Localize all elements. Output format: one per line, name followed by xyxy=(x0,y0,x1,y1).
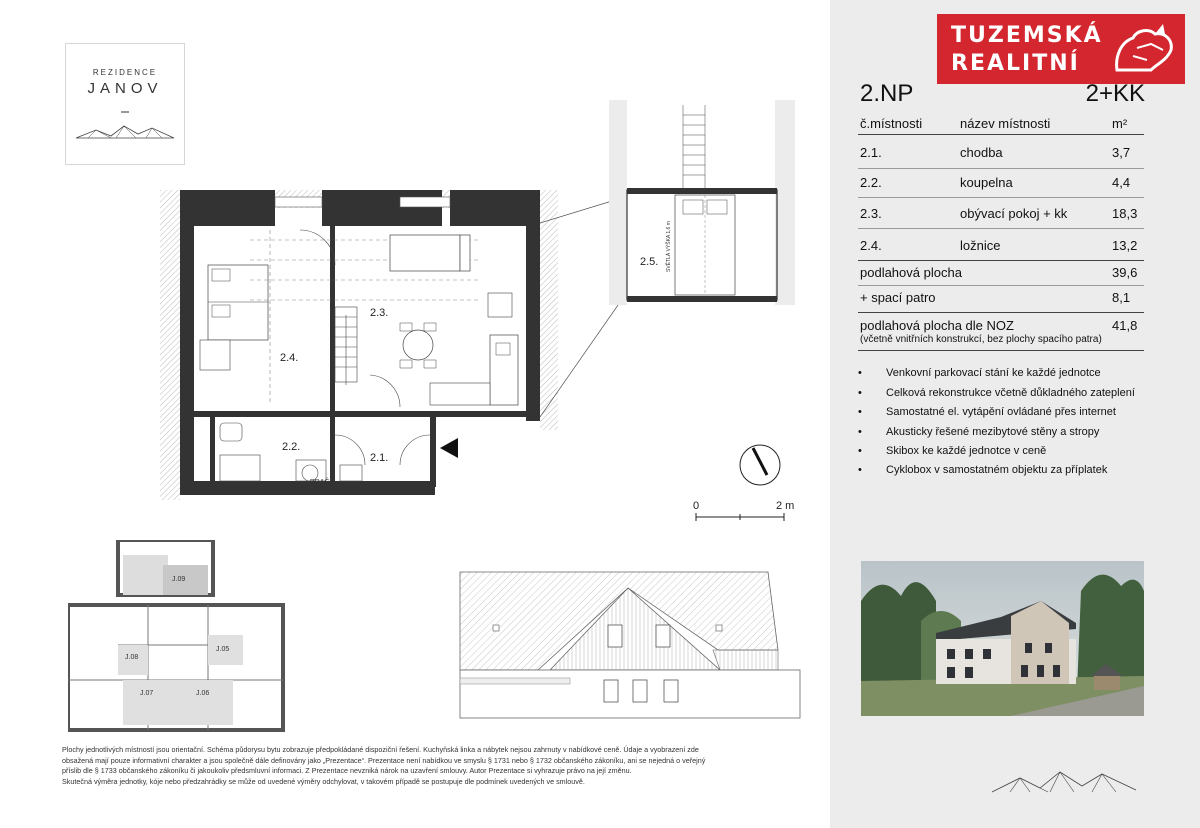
sleeping-area-row: + spací patro 8,1 xyxy=(860,290,1131,305)
logo-line1: REZIDENCE xyxy=(92,68,158,77)
scale-start: 0 xyxy=(693,500,700,512)
agency-name-line2: REALITNÍ xyxy=(951,51,1080,76)
table-row: 2.2. koupelna 4,4 xyxy=(860,175,1131,190)
row-divider xyxy=(858,260,1144,261)
room-label-2-3: 2.3. xyxy=(370,307,389,319)
row-divider xyxy=(858,285,1144,286)
logo-line2: JANOV xyxy=(87,80,163,97)
floor-plan xyxy=(160,185,560,515)
row-divider xyxy=(858,228,1144,229)
mezzanine-plan xyxy=(605,100,815,320)
key-plan xyxy=(68,540,288,735)
roof-mark-icon xyxy=(990,760,1140,796)
north-arrow-icon xyxy=(735,440,785,490)
agency-name-line1: TUZEMSKÁ xyxy=(951,23,1103,48)
scale-bar xyxy=(694,512,794,522)
logo-roof-mark xyxy=(66,104,184,144)
scale-end: 2 m xyxy=(776,500,795,512)
noz-area-row: podlahová plocha dle NOZ 41,8 xyxy=(860,318,1138,333)
key-unit-j08: J.08 xyxy=(125,654,139,661)
row-divider xyxy=(858,312,1144,313)
room-label-2-5: 2.5. xyxy=(640,256,659,268)
key-unit-j09: J.09 xyxy=(172,576,186,583)
boiler-label: BOJL xyxy=(345,486,363,493)
room-label-2-1: 2.1. xyxy=(370,452,389,464)
col-header-name: název místnosti xyxy=(960,116,1051,131)
row-divider xyxy=(858,168,1144,169)
table-row: 2.3. obývací pokoj + kk 18,3 xyxy=(860,206,1138,221)
room-label-2-4: 2.4. xyxy=(280,352,299,364)
col-header-no: č.místnosti xyxy=(860,116,923,131)
table-bottom-rule xyxy=(858,350,1144,351)
disclaimer: Plochy jednotlivých místností jsou orientační. Schéma půdorysu bytu zobrazuje předpokládané dispoziční řešení. Kuchyňská linka a nábytek nejsou zahrnuty v nabídkové ceně. Údaje a vyobrazení zde obsažená mají pouze informativní charakter a jsou společně dále definovány jako „Prezentace“. Prezentace není nabídkou ve smyslu § 1731 nebo § 1732 občanského zákoníku, ani se nejedná o veřejný příslib dle § 1733 občanského zákoníku či jakoukoliv předsmluvní informaci. Z Prezentace nevzniká nárok na uzavření smlouvy. Autor Prezentace si vyhrazuje právo na její změnu. Skutečná výměra jednotky, kóje nebo předzahrádky se může od uvedené výměry odchylovat, v takovém případě se postupuje dle podmínek uvedených ve smlouvě. xyxy=(62,745,706,786)
key-unit-j05: J.05 xyxy=(216,646,230,653)
building-elevation xyxy=(458,570,803,722)
project-logo xyxy=(65,43,185,165)
key-unit-j06: J.06 xyxy=(196,690,210,697)
noz-note: (včetně vnitřních konstrukcí, bez plochy spacího patra) xyxy=(860,334,1102,345)
room-label-2-2: 2.2. xyxy=(282,441,301,453)
col-header-area: m² xyxy=(1112,116,1128,131)
floor-label: 2.NP xyxy=(860,80,914,107)
table-row: 2.4. ložnice 13,2 xyxy=(860,238,1138,253)
table-header-rule xyxy=(858,134,1144,135)
key-unit-j07: J.07 xyxy=(140,690,154,697)
lion-icon xyxy=(1107,20,1179,78)
floor-area-row: podlahová plocha 39,6 xyxy=(860,265,1138,280)
row-divider xyxy=(858,197,1144,198)
headroom-label: SVĚTLÁ VÝŠKA 1,6 m xyxy=(666,221,672,272)
layout-label: 2+KK xyxy=(1085,80,1145,107)
building-rendering xyxy=(861,561,1144,716)
washer-label: PRAČ xyxy=(310,479,330,486)
table-row: 2.1. chodba 3,7 xyxy=(860,145,1131,160)
agency-logo xyxy=(937,14,1185,84)
